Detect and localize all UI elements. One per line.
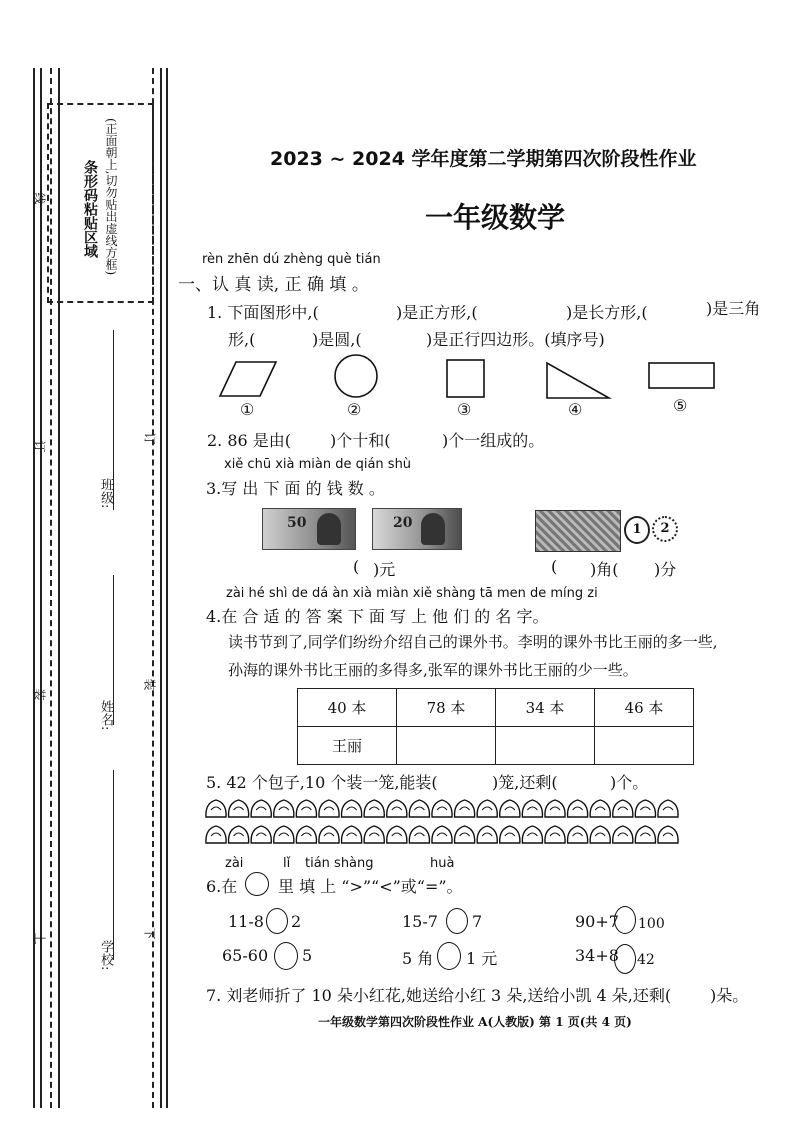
compare-right-5: 1 元	[466, 949, 498, 968]
shape-label-1: ①	[240, 400, 255, 419]
bun-icon	[364, 800, 384, 817]
compare-right-1: 2	[291, 912, 302, 931]
bun-icon	[251, 800, 271, 817]
bun-icon	[319, 800, 339, 817]
bun-icon	[409, 800, 429, 817]
q1-line1-a: 1. 下面图形中,(	[207, 303, 319, 322]
portrait-icon	[317, 513, 341, 545]
banknote-50-value: 50	[287, 515, 307, 531]
square-shape	[445, 358, 487, 400]
q3-title: 3.写 出 下 面 的 钱 数 。	[206, 479, 385, 498]
q2-b: )个十和(	[330, 431, 391, 450]
answer-cell[interactable]	[397, 727, 496, 765]
compare-circle-6[interactable]	[614, 944, 636, 974]
q2-c: )个一组成的。	[442, 431, 545, 450]
compare-right-3: 100	[638, 916, 665, 932]
exam-title: 2023 ~ 2024 学年度第二学期第四次阶段性作业	[270, 148, 697, 170]
page-footer: 一年级数学第四次阶段性作业 A(人教版) 第 1 页(共 4 页)	[318, 1015, 632, 1029]
banknote-20	[372, 508, 462, 550]
table-row	[298, 727, 694, 765]
compare-left-3: 90+7	[575, 912, 619, 931]
compare-circle-5[interactable]	[437, 942, 461, 970]
bun-icon	[432, 826, 452, 843]
bun-icon	[432, 800, 452, 817]
bun-icon	[409, 826, 429, 843]
book-count-table	[297, 688, 694, 765]
bun-icon	[364, 826, 384, 843]
bun-icon	[229, 826, 249, 843]
coin-1: 1	[624, 516, 650, 544]
q4-pinyin: zài hé shì de dá àn xià miàn xiě shàng tā men de míng zi	[226, 586, 598, 601]
q3-fen-close: )分	[654, 560, 677, 579]
bun-icon	[613, 826, 633, 843]
circle-shape	[333, 354, 381, 400]
q3-yuan-open: (	[353, 557, 360, 576]
q1-line1-d: )是三角	[706, 299, 761, 318]
compare-circle-4[interactable]	[274, 942, 298, 970]
table-cell: 40 本	[298, 689, 397, 727]
answer-cell[interactable]	[496, 727, 595, 765]
bun-icon	[319, 826, 339, 843]
school-fill-line	[113, 770, 114, 960]
banknote-20-value: 20	[393, 515, 413, 531]
barcode-main-label: 条形码粘贴区域	[82, 160, 98, 258]
parallelogram-shape	[218, 360, 278, 400]
q2-a: 2. 86 是由(	[207, 431, 292, 450]
coin-2: 2	[652, 516, 678, 542]
barcode-note-label: (正面朝上,切勿贴出虚线方框)	[104, 118, 118, 276]
q3-pinyin: xiě chū xià miàn de qián shù	[224, 457, 412, 472]
seal-char: 订	[32, 440, 47, 453]
compare-circle-2[interactable]	[446, 908, 468, 934]
q7-b: )朵。	[710, 986, 749, 1005]
q1-line2-b: )是圆,(	[312, 330, 362, 349]
bun-icon	[590, 826, 610, 843]
compare-right-2: 7	[472, 912, 483, 931]
bun-icon	[296, 800, 316, 817]
bun-icon	[522, 800, 542, 817]
bun-icon	[500, 800, 520, 817]
q1-line2-a: 形,(	[228, 330, 256, 349]
seal-char: 下	[142, 927, 157, 940]
shape-label-4: ④	[568, 400, 583, 419]
answer-cell[interactable]	[595, 727, 694, 765]
bun-icon	[500, 826, 520, 843]
q3-jiao-open: (	[551, 557, 558, 576]
q6-pinyin-4: huà	[430, 856, 455, 871]
compare-right-6: 42	[637, 952, 655, 968]
table-cell: 78 本	[397, 689, 496, 727]
bun-icon	[455, 800, 475, 817]
class-label: 班级:	[98, 478, 113, 509]
compare-left-1: 11-8	[228, 912, 264, 931]
q3-jiao-mid: )角(	[590, 560, 619, 579]
q4-title: 4.在 合 适 的 答 案 下 面 写 上 他 们 的 名 字。	[206, 607, 549, 626]
q5-c: )个。	[610, 773, 649, 792]
compare-right-4: 5	[302, 946, 313, 965]
q6-pinyin-1: zài	[225, 856, 244, 871]
bun-icon	[206, 800, 226, 817]
compare-left-5: 5 角	[402, 949, 434, 968]
q6-title-a: 6.在	[206, 877, 238, 896]
seal-char: 上	[32, 932, 47, 945]
q3-yuan-close: )元	[373, 560, 396, 579]
bun-icon	[274, 800, 294, 817]
compare-left-6: 34+8	[575, 946, 619, 965]
q6-title-b: 里 填 上 “>”“<”或“=”。	[278, 877, 463, 896]
table-cell: 34 本	[496, 689, 595, 727]
q6-circle-sample	[245, 872, 269, 896]
bun-icon	[274, 826, 294, 843]
bun-icon	[387, 800, 407, 817]
bun-icon	[206, 826, 226, 843]
section1-pinyin: rèn zhēn dú zhèng què tián	[202, 252, 381, 267]
q5-b: )笼,还剩(	[492, 773, 558, 792]
bun-icon	[658, 800, 678, 817]
school-label: 学校:	[98, 940, 113, 971]
q1-line1-c: )是长方形,(	[566, 303, 648, 322]
bun-icon	[477, 826, 497, 843]
jiao-banknote	[535, 510, 621, 552]
class-fill-line	[113, 330, 114, 510]
bun-icon	[568, 826, 588, 843]
q4-para2: 孙海的课外书比王丽的多得多,张军的课外书比王丽的少一些。	[228, 661, 638, 679]
section1-title: 一、认 真 读, 正 确 填 。	[178, 275, 369, 295]
name-label: 姓名:	[98, 700, 113, 731]
shape-label-2: ②	[347, 400, 362, 419]
bun-icon	[613, 800, 633, 817]
q1-line1-b: )是正方形,(	[396, 303, 478, 322]
bun-icon	[342, 800, 362, 817]
q6-pinyin-2: lǐ	[283, 856, 291, 871]
name-fill-line	[113, 575, 114, 725]
seal-char: 装	[142, 678, 157, 691]
bun-icon	[477, 800, 497, 817]
bun-icon	[387, 826, 407, 843]
bun-icon	[229, 800, 249, 817]
shape-label-3: ③	[457, 400, 472, 419]
bun-icon	[342, 826, 362, 843]
table-cell: 王丽	[298, 727, 397, 765]
bun-icon	[296, 826, 316, 843]
portrait-icon	[421, 513, 445, 545]
bun-icon	[455, 826, 475, 843]
bun-icon	[545, 800, 565, 817]
shape-label-5: ⑤	[673, 396, 688, 415]
bun-icon	[545, 826, 565, 843]
subject-title: 一年级数学	[425, 201, 566, 234]
q4-para1: 读书节到了,同学们纷纷介绍自己的课外书。李明的课外书比王丽的多一些,	[228, 633, 718, 651]
table-row	[298, 689, 694, 727]
seal-char: 订	[142, 432, 157, 445]
seal-char: 线	[32, 192, 47, 205]
steamed-buns-illustration	[205, 797, 683, 849]
q6-pinyin-3: tián shàng	[305, 856, 374, 871]
triangle-shape	[544, 360, 612, 402]
bun-icon	[635, 826, 655, 843]
compare-circle-1[interactable]	[266, 908, 288, 934]
q7-a: 7. 刘老师折了 10 朵小红花,她送给小红 3 朵,送给小凯 4 朵,还剩(	[206, 986, 672, 1005]
banknote-50	[262, 508, 356, 550]
barcode-box	[47, 103, 154, 303]
bun-icon	[635, 800, 655, 817]
compare-left-4: 65-60	[222, 946, 269, 965]
compare-circle-3[interactable]	[614, 906, 636, 934]
seal-char: 装	[32, 688, 47, 701]
compare-left-2: 15-7	[402, 912, 438, 931]
bun-icon	[251, 826, 271, 843]
bun-icon	[522, 826, 542, 843]
q5-a: 5. 42 个包子,10 个装一笼,能装(	[206, 773, 438, 792]
table-cell: 46 本	[595, 689, 694, 727]
bun-icon	[590, 800, 610, 817]
q1-line2-c: )是正行四边形。(填序号)	[426, 330, 605, 349]
bun-icon	[568, 800, 588, 817]
bun-icon	[658, 826, 678, 843]
rectangle-shape	[646, 360, 718, 392]
